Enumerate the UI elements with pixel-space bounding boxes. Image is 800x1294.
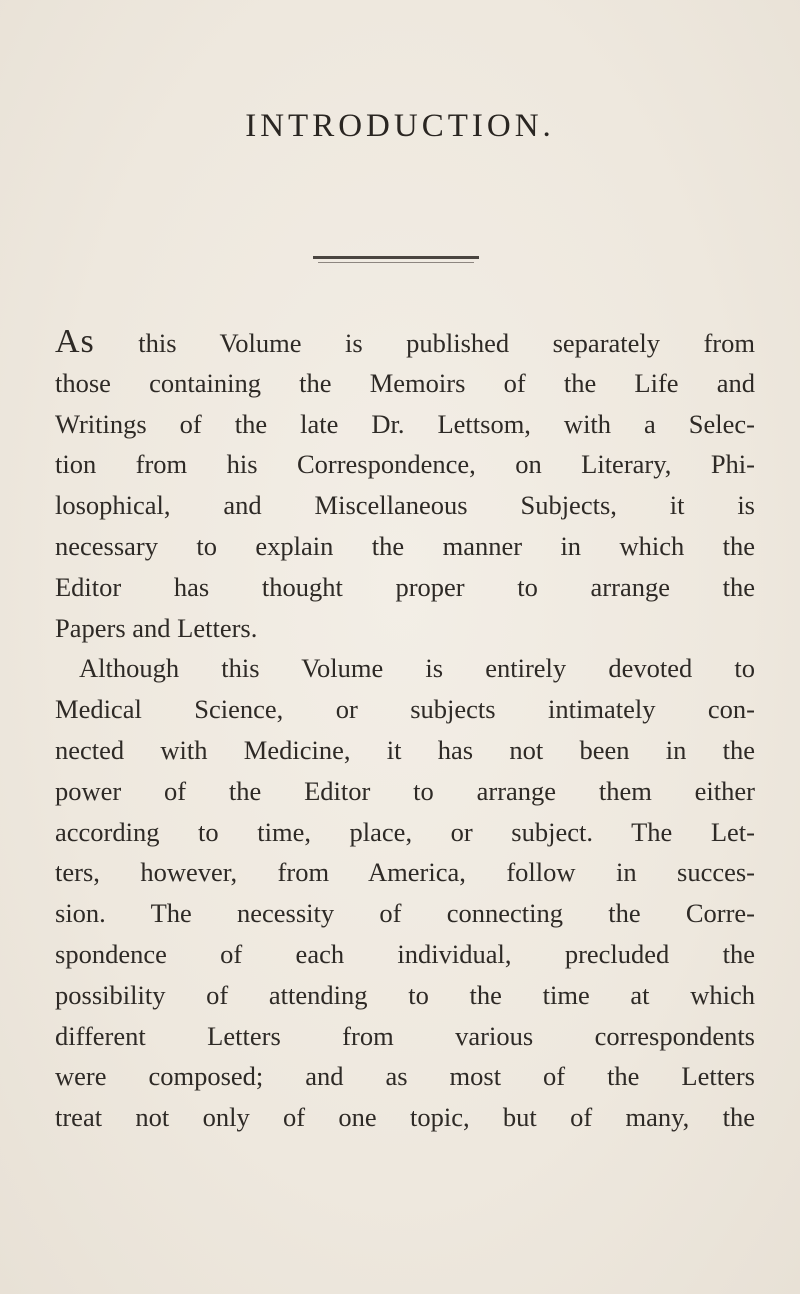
text-line: power of the Editor to arrange them either [55, 775, 755, 806]
text-line: Editor has thought proper to arrange the [55, 571, 755, 602]
decorative-rule-thin [318, 262, 474, 263]
text-line: spondence of each individual, precluded the [55, 938, 755, 969]
text-line: those containing the Memoirs of the Life and [55, 367, 755, 398]
text-line: sion. The necessity of connecting the Corre- [55, 898, 755, 929]
text-line: according to time, place, or subject. The Let- [55, 816, 755, 847]
text-line: nected with Medicine, it has not been in the [55, 734, 755, 765]
text-line: necessary to explain the manner in which the [55, 530, 755, 561]
text-line: Although this Volume is entirely devoted to [79, 653, 755, 684]
text-line: treat not only of one topic, but of many, the [55, 1102, 755, 1133]
text-line: Writings of the late Dr. Lettsom, with a Selec- [55, 408, 755, 439]
paragraph-lead-word: As [55, 323, 95, 360]
body-text [55, 322, 755, 1138]
text-line: different Letters from various correspondents [55, 1020, 755, 1051]
page-title: INTRODUCTION. [245, 108, 555, 144]
text-line: Papers and Letters. [55, 612, 258, 643]
text-line [55, 322, 755, 363]
text-line: possibility of attending to the time at which [55, 979, 755, 1010]
text-line: tion from his Correspondence, on Literary, Phi- [55, 449, 755, 480]
text-line: losophical, and Miscellaneous Subjects, it is [55, 490, 755, 521]
text-line: were composed; and as most of the Letters [55, 1061, 755, 1092]
decorative-rule [313, 256, 479, 259]
text-line-content: this Volume is published separately from [94, 328, 755, 358]
text-line: Medical Science, or subjects intimately con- [55, 694, 755, 725]
text-line: ters, however, from America, follow in succes- [55, 857, 755, 888]
